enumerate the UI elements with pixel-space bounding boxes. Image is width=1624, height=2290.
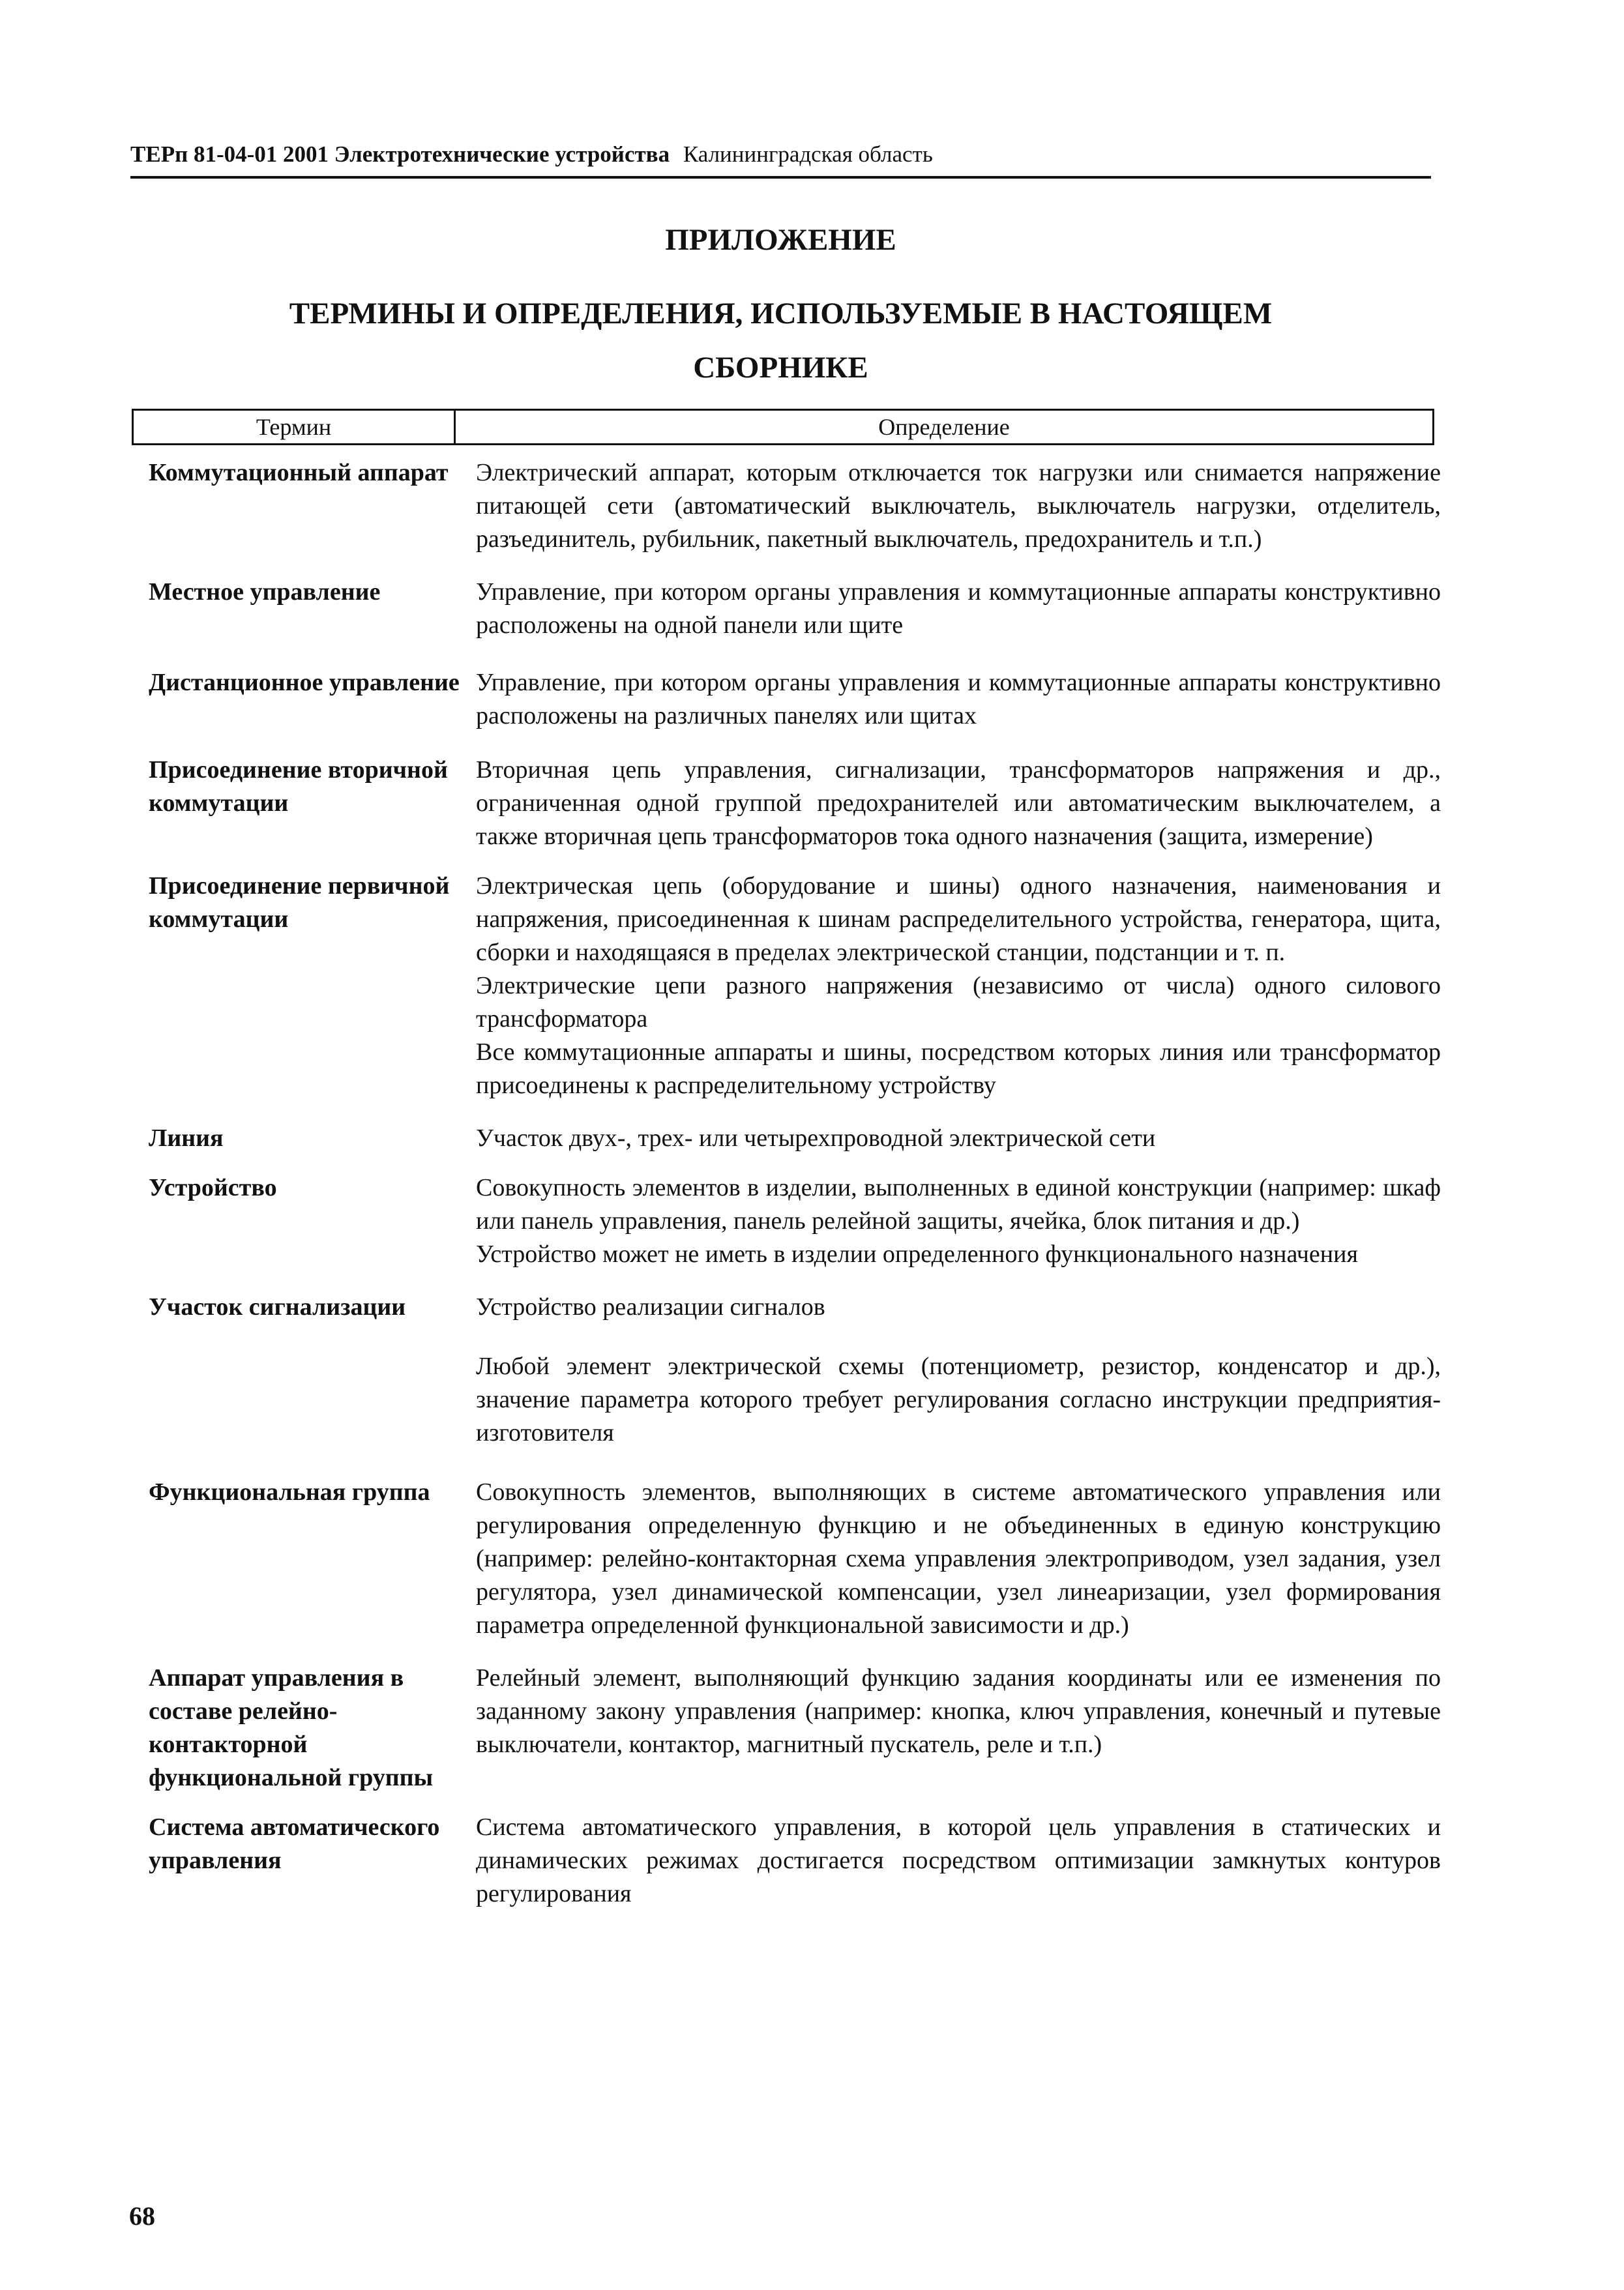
term-cell: Система автоматического управления: [149, 1813, 440, 1874]
term-cell: Дистанционное управление: [149, 669, 460, 696]
term-cell: Присоединение первичной коммутации: [149, 872, 450, 933]
table-row: [130, 1811, 1441, 1911]
definition-cell: [476, 666, 1441, 733]
definition-cell: [476, 576, 1441, 642]
term-cell: Функциональная группа: [149, 1478, 430, 1506]
definition-text: Электрический аппарат, которым отключается ток нагрузки или снимается напряжение питающей сети (автоматический выключатель, выключатель нагрузки, отделитель, разъединитель, рубильник, пакетный выключатель, предохранитель и т.п.): [476, 459, 1441, 553]
term-cell: Коммутационный аппарат: [149, 459, 449, 486]
term-cell: Местное управление: [149, 578, 381, 606]
header-doc-title: ТЕРп 81-04-01 2001 Электротехнические устройства: [130, 141, 670, 167]
term-cell: Участок сигнализации: [149, 1293, 406, 1321]
page-number: 68: [129, 2201, 155, 2231]
table-row: [130, 666, 1441, 733]
terms-table: [130, 456, 1441, 1911]
definition-cell: [476, 456, 1441, 556]
definition-text: Совокупность элементов, выполняющих в системе автоматического управления или регулирования определенную функцию и не объединенных в единую конструкцию (например: релейно-контакторная схема управления электроприводом, узел задания, узел регулятора, узел динамической компенсации, узел линеаризации, узел формирования параметра определенной функциональной зависимости и др.): [476, 1478, 1441, 1639]
table-row: [130, 870, 1441, 1102]
definition-text: Электрическая цепь (оборудование и шины) одного назначения, наименования и напряжения, присоединенная к шинам распределительного устройства, генератора, щита, сборки и находящаяся в пределах электрической станции, подстанции и т. п.: [476, 872, 1441, 966]
definition-text: Устройство реализации сигналов: [476, 1293, 825, 1321]
definition-text: Релейный элемент, выполняющий функцию задания координаты или ее изменения по заданному закону управления (например: кнопка, ключ управления, конечный и путевые выключатели, контактор, магнитный пускатель, реле и т.п.): [476, 1664, 1441, 1758]
table-row: [130, 1476, 1441, 1642]
table-row: [130, 754, 1441, 853]
column-header-term: Термин: [134, 411, 456, 443]
header-region: Калининградская область: [683, 141, 933, 167]
term-cell: Линия: [149, 1124, 224, 1152]
table-row: [130, 1662, 1441, 1795]
section-title: ТЕРМИНЫ И ОПРЕДЕЛЕНИЯ, ИСПОЛЬЗУЕМЫЕ В НАСТОЯЩЕМ СБОРНИКЕ: [289, 297, 1273, 385]
definition-text: Электрические цепи разного напряжения (независимо от числа) одного силового трансформатора: [476, 972, 1441, 1033]
definition-text: Любой элемент электрической схемы (потенциометр, резистор, конденсатор и др.), значение параметра которого требует регулирования согласно инструкции предприятия-изготовителя: [476, 1353, 1441, 1446]
definition-text: Все коммутационные аппараты и шины, посредством которых линия или трансформатор присоединены к распределительному устройству: [476, 1038, 1441, 1099]
table-header: [132, 409, 1434, 445]
definition-cell: [476, 1811, 1441, 1911]
definition-cell: [476, 1662, 1441, 1761]
definition-cell: [476, 1171, 1441, 1271]
definition-text: Устройство может не иметь в изделии определенного функционального назначения: [476, 1240, 1358, 1268]
definition-text: Вторичная цепь управления, сигнализации, трансформаторов напряжения и др., ограниченная одной группой предохранителей или автоматическим выключателем, а также вторичная цепь трансформаторов тока одного назначения (защита, измерение): [476, 756, 1441, 850]
table-row: [130, 1291, 1441, 1450]
appendix-title: ПРИЛОЖЕНИЕ: [665, 223, 896, 257]
term-cell: Устройство: [149, 1174, 277, 1201]
page-header: [130, 138, 1431, 171]
definition-cell: [476, 754, 1441, 853]
definition-text: Система автоматического управления, в которой цель управления в статических и динамических режимах достигается посредством оптимизации замкнутых контуров регулирования: [476, 1813, 1441, 1907]
definition-cell: [476, 870, 1441, 1102]
definition-text: Управление, при котором органы управления и коммутационные аппараты конструктивно расположены на различных панелях или щитах: [476, 669, 1441, 729]
definition-cell: [476, 1476, 1441, 1642]
definition-cell: [476, 1291, 1441, 1450]
table-row: [130, 456, 1441, 556]
column-header-definition: Определение: [878, 414, 1010, 440]
term-cell: Присоединение вторичной коммутации: [149, 756, 448, 817]
term-cell: Аппарат управления в составе релейно-контакторной функциональной группы: [149, 1664, 434, 1791]
definition-cell: [476, 1122, 1441, 1155]
definition-text: Участок двух-, трех- или четырехпроводной электрической сети: [476, 1124, 1156, 1152]
definition-text: Совокупность элементов в изделии, выполненных в единой конструкции (например: шкаф или панель управления, панель релейной защиты, ячейка, блок питания и др.): [476, 1174, 1441, 1235]
table-row: [130, 1122, 1441, 1155]
table-row: [130, 576, 1441, 642]
header-rule: [130, 176, 1431, 179]
definition-text: Управление, при котором органы управления и коммутационные аппараты конструктивно расположены на одной панели или щите: [476, 578, 1441, 639]
table-row: [130, 1171, 1441, 1271]
